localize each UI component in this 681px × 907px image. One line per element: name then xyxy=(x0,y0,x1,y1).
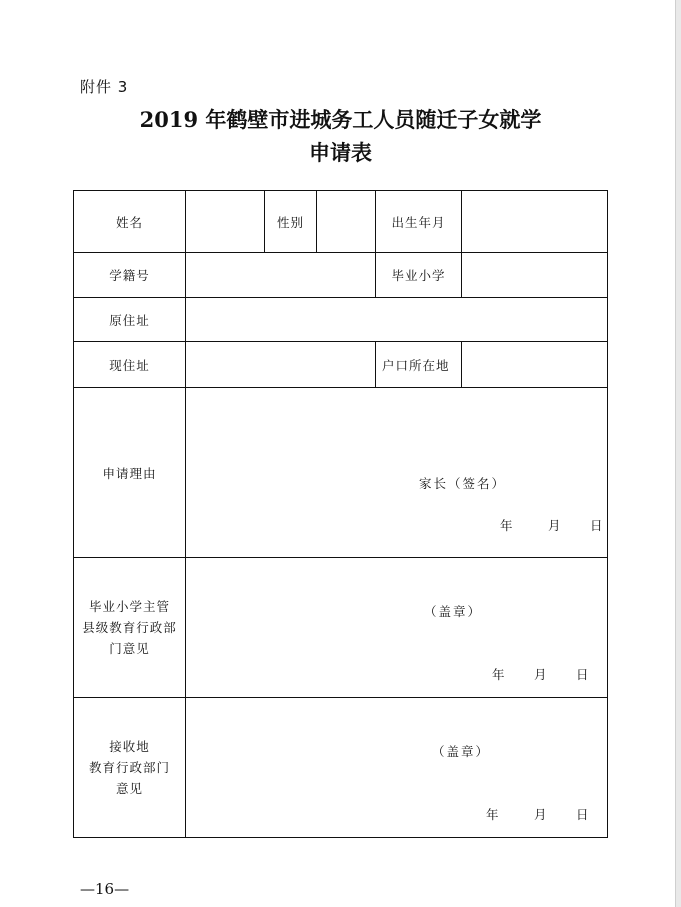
graduated-school-field[interactable] xyxy=(462,253,608,298)
year-text: 年 xyxy=(492,667,505,682)
school-opinion-field[interactable] xyxy=(186,558,608,698)
gender-field[interactable] xyxy=(317,191,376,253)
name-field[interactable] xyxy=(186,191,265,253)
day-text: 日 xyxy=(576,807,589,822)
receiving-stamp-text: （盖章） xyxy=(432,744,491,759)
former-address-field[interactable] xyxy=(186,298,608,342)
row-basic-info xyxy=(74,191,608,253)
birth-date-label: 出生年月 xyxy=(376,191,462,253)
gender-label: 性别 xyxy=(265,191,317,253)
receiving-opinion-line2: 教育行政部门 xyxy=(88,760,170,775)
name-label: 姓名 xyxy=(74,191,186,253)
school-opinion-line3: 门意见 xyxy=(109,641,150,656)
receiving-opinion-label xyxy=(74,698,186,838)
current-address-label: 现住址 xyxy=(74,342,186,388)
receiving-opinion-field[interactable] xyxy=(186,698,608,838)
parent-signature-text: 家长（签名） xyxy=(419,476,507,491)
school-opinion-label xyxy=(74,558,186,698)
reason-field[interactable] xyxy=(186,388,608,558)
student-id-label: 学籍号 xyxy=(74,253,186,298)
page-number: —16— xyxy=(80,880,130,898)
row-current-address xyxy=(74,342,608,388)
school-stamp-text: （盖章） xyxy=(424,604,483,619)
receiving-opinion-line3: 意见 xyxy=(115,781,143,796)
form-title-line2: 申请表 xyxy=(309,140,372,165)
graduated-school-label: 毕业小学 xyxy=(376,253,462,298)
month-text: 月 xyxy=(548,518,561,533)
year-text: 年 xyxy=(486,807,499,822)
attachment-label: 附件 3 xyxy=(80,78,129,96)
form-title-line1: 2019 年鹤壁市进城务工人员随迁子女就学 xyxy=(139,107,542,132)
row-receiving-opinion xyxy=(74,698,608,838)
former-address-label: 原住址 xyxy=(74,298,186,342)
application-form-table xyxy=(73,190,608,838)
school-opinion-line1: 毕业小学主管 xyxy=(88,599,170,614)
school-opinion-line2: 县级教育行政部 xyxy=(82,620,177,635)
row-student-id xyxy=(74,253,608,298)
reason-label: 申请理由 xyxy=(74,388,186,558)
month-text: 月 xyxy=(534,807,547,822)
receiving-opinion-line1: 接收地 xyxy=(109,739,150,754)
student-id-field[interactable] xyxy=(186,253,376,298)
row-application-reason xyxy=(74,388,608,558)
household-registration-label: 户口所在地 xyxy=(376,342,462,388)
month-text: 月 xyxy=(534,667,547,682)
row-former-address xyxy=(74,298,608,342)
day-text: 日 xyxy=(590,518,603,533)
current-address-field[interactable] xyxy=(186,342,376,388)
day-text: 日 xyxy=(576,667,589,682)
year-text: 年 xyxy=(500,518,513,533)
row-school-opinion xyxy=(74,558,608,698)
household-registration-field[interactable] xyxy=(462,342,608,388)
birth-date-field[interactable] xyxy=(462,191,608,253)
